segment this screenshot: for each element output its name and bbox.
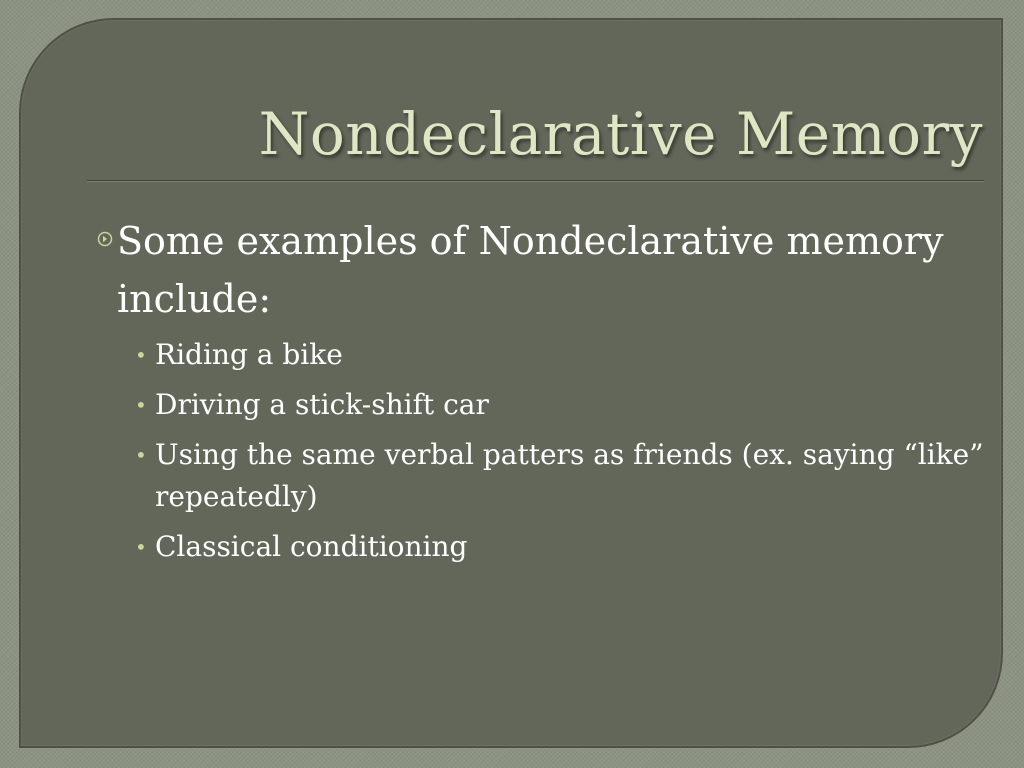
sub-bullet-list <box>97 334 997 568</box>
list-item <box>135 526 997 568</box>
slide-panel <box>19 18 1003 748</box>
title-divider <box>87 180 984 182</box>
main-bullet-text: Some examples of Nondeclarative memory include: <box>117 219 944 321</box>
bullet-dot-icon: • <box>135 443 147 467</box>
list-item-text: Classical conditioning <box>155 530 468 563</box>
slide-title: Nondeclarative Memory <box>258 100 983 168</box>
main-bullet-point <box>97 212 997 328</box>
list-item-text: Using the same verbal patters as friends (ex. saying “like” repeatedly) <box>155 438 984 513</box>
list-item <box>135 384 997 426</box>
circled-arrow-icon <box>97 231 113 247</box>
list-item <box>135 334 997 376</box>
bullet-dot-icon: • <box>135 535 147 559</box>
list-item <box>135 434 997 518</box>
bullet-dot-icon: • <box>135 343 147 367</box>
list-item-text: Driving a stick-shift car <box>155 388 489 421</box>
slide-body <box>97 212 997 576</box>
list-item-text: Riding a bike <box>155 338 343 371</box>
bullet-dot-icon: • <box>135 393 147 417</box>
